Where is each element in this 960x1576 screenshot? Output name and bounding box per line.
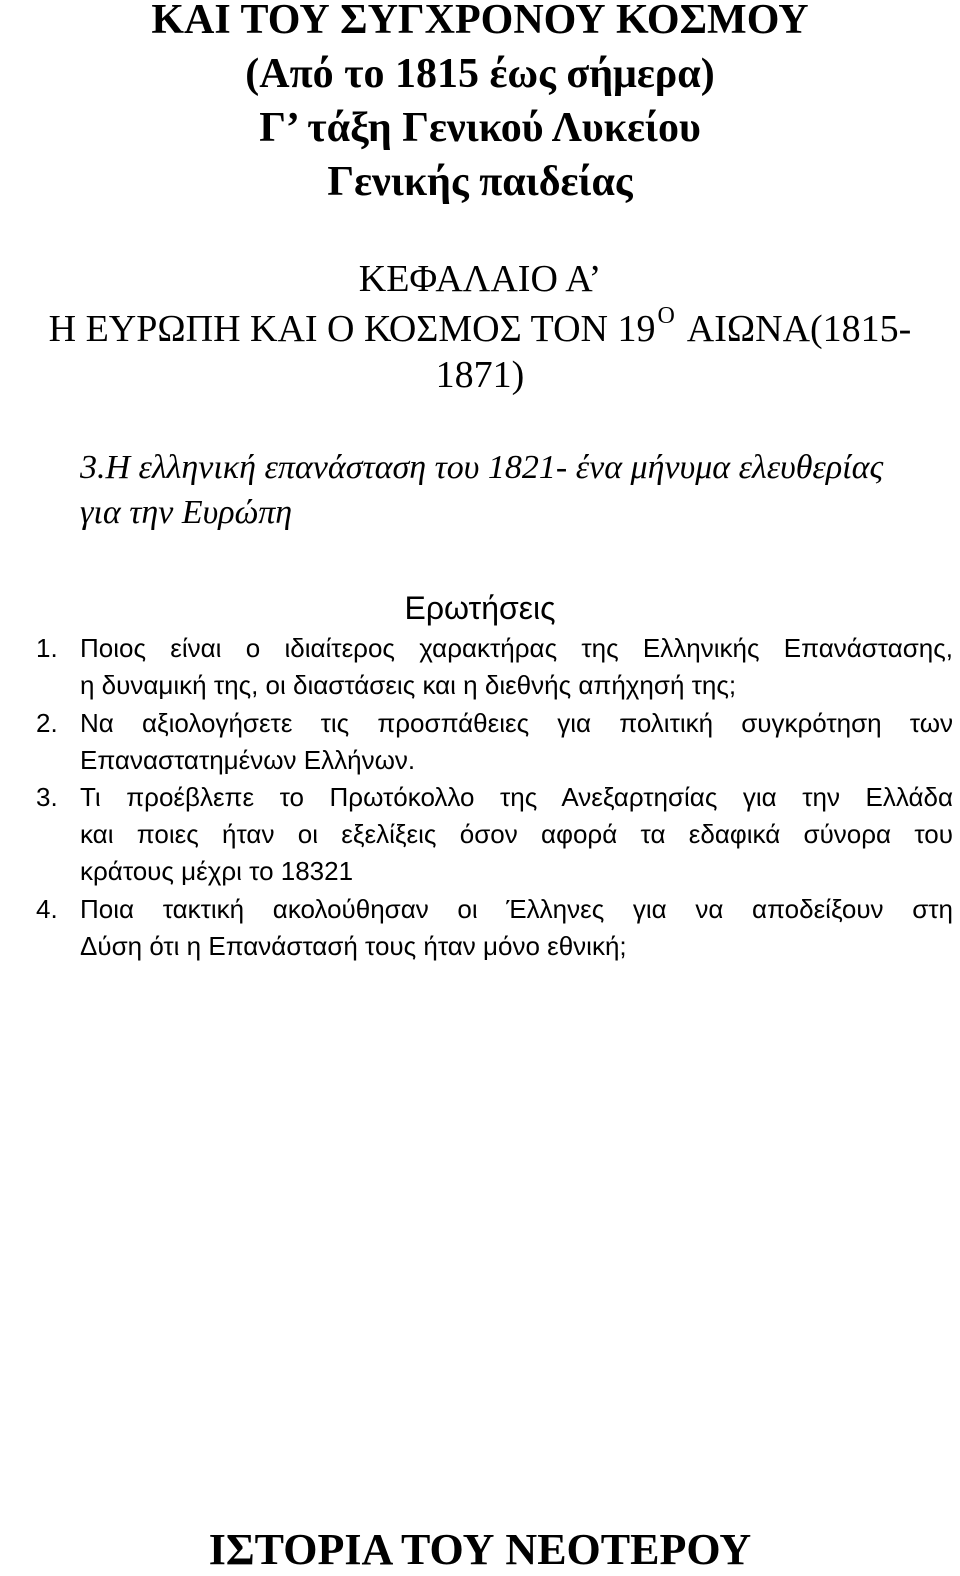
chapter-label: ΚΕΦΑΛΑΙΟ Α’ [358,258,602,300]
question-text-line: Επαναστατημένων Ελλήνων. [80,745,416,775]
next-page-title: ΙΣΤΟΡΙΑ ΤΟΥ ΝΕΟΤΕΡΟΥ [208,1525,752,1574]
question-text-line: κράτους μέχρι το 18321 [80,856,354,886]
question-text-line: Ποια τακτική ακολούθησαν οι Έλληνες για να αποδείξουν στη [80,894,953,924]
question-text-line: και ποιες ήταν οι εξελίξεις όσον αφορά τα εδαφικά σύνορα του [80,819,953,849]
chapter-title-line-2: 1871) [435,354,525,396]
lesson-title-line-1: 3.Η ελληνική επανάσταση του 1821- ένα μήνυμα ελευθερίας [80,449,884,486]
question-text-line: Ποιος είναι ο ιδιαίτερος χαρακτήρας της Ελληνικής Επανάστασης, [80,633,953,663]
lesson-title-line-2: για την Ευρώπη [80,494,293,531]
chapter-title-text: Η ΕΥΡΩΠΗ ΚΑΙ Ο ΚΟΣΜΟΣ ΤΟΝ 19 [48,308,656,350]
chapter-title-years: ΑΙΩΝΑ(1815- [686,308,912,350]
page-title-line-1: ΚΑΙ ΤΟΥ ΣΥΓΧΡΟΝΟΥ ΚΟΣΜΟΥ [151,0,809,43]
question-text-line: Να αξιολογήσετε τις προσπάθειες για πολιτική συγκρότηση των [80,708,953,738]
question-number: 2. [36,708,58,738]
question-number: 4. [36,894,58,924]
page-title-line-3: Γ’ τάξη Γενικού Λυκείου [259,105,701,151]
page-title-line-4: Γενικής παιδείας [327,159,633,205]
question-number: 3. [36,782,58,812]
question-text-line: Δύση ότι η Επανάστασή τους ήταν μόνο εθνική; [80,931,627,961]
chapter-title [0,303,960,357]
question-number: 1. [36,633,58,663]
page-title-line-2: (Από το 1815 έως σήμερα) [245,51,715,97]
questions-heading: Ερωτήσεις [404,590,556,626]
question-text-line: Τι προέβλεπε το Πρωτόκολλο της Ανεξαρτησίας για την Ελλάδα [80,782,953,812]
question-text-line: η δυναμική της, οι διαστάσεις και η διεθνής απήχησή της; [80,670,737,700]
chapter-title-superscript: Ο [657,303,675,329]
